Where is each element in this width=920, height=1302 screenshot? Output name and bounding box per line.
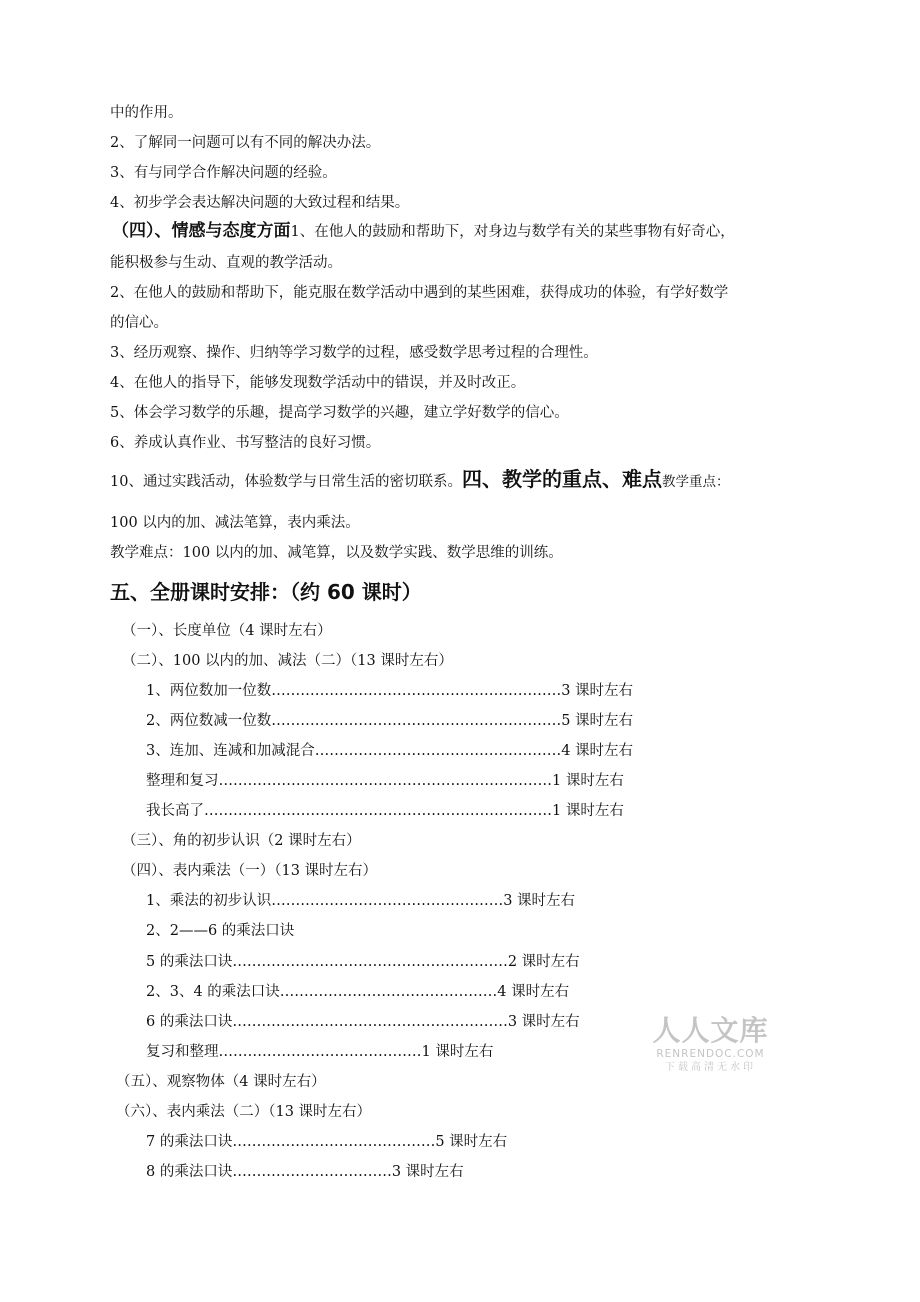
schedule-item: 1、两位数加一位数……………………………………………………3 课时左右 [146,683,634,699]
schedule-item: （六）、表内乘法（二）（13 课时左右） [116,1104,372,1120]
schedule-item: （四）、表内乘法（一）（13 课时左右） [122,863,378,879]
text-line: 2、在他人的鼓励和帮助下，能克服在数学活动中遇到的某些困难，获得成功的体验，有学好数学 [110,285,729,301]
text-line: 6、养成认真作业、书写整洁的良好习惯。 [110,435,381,451]
schedule-item: 5 的乘法口诀…………………………………………………2 课时左右 [146,954,580,970]
text-line: 中的作用。 [110,105,183,121]
text-line: 4、在他人的指导下，能够发现数学活动中的错误，并及时改正。 [110,375,526,391]
section-four-text: 1、在他人的鼓励和帮助下，对身边与数学有关的某些事物有好奇心， [290,224,735,240]
watermark [648,1015,773,1075]
schedule-item: 2、2——6 的乘法口诀 [146,923,295,939]
watermark-domain: RENRENDOC.COM [656,1048,765,1060]
text-line: 3、有与同学合作解决问题的经验。 [110,165,337,181]
key-points-heading: 四、教学的重点、难点 [461,467,662,491]
text-line: 的信心。 [110,315,168,331]
watermark-title: 人人文库 [652,1014,769,1047]
watermark-tagline: 下载高清无水印 [665,1062,756,1073]
text-line: 2、了解同一问题可以有不同的解决办法。 [110,135,381,151]
schedule-item: 7 的乘法口诀……………………………………5 课时左右 [146,1134,508,1150]
schedule-item: 3、连加、连减和加减混合……………………………………………4 课时左右 [146,743,634,759]
schedule-item: 2、3、4 的乘法口诀………………………………………4 课时左右 [146,984,570,1000]
schedule-item: （二）、100 以内的加、减法（二）（13 课时左右） [122,653,453,669]
text-line: 教学难点：100 以内的加、减笔算，以及数学实践、数学思维的训练。 [110,545,563,561]
text-line: 3、经历观察、操作、归纳等学习数学的过程，感受数学思考过程的合理性。 [110,345,598,361]
text-line: 能积极参与生动、直观的教学活动。 [110,255,342,271]
schedule-item: （一）、长度单位（4 课时左右） [122,623,332,639]
schedule-item: 整理和复习……………………………………………………………1 课时左右 [146,773,624,789]
text-line: 100 以内的加、减法笔算，表内乘法。 [110,515,360,531]
schedule-item: 6 的乘法口诀…………………………………………………3 课时左右 [146,1014,580,1030]
section-five-heading: 五、全册课时安排：（约 60 课时） [110,580,422,604]
schedule-item: 复习和整理……………………………………1 课时左右 [146,1044,494,1060]
schedule-item: 8 的乘法口诀……………………………3 课时左右 [146,1164,464,1180]
schedule-item: 2、两位数减一位数……………………………………………………5 课时左右 [146,713,634,729]
line-ten-text: 10、通过实践活动，体验数学与日常生活的密切联系。 [110,474,462,490]
text-line: 4、初步学会表达解决问题的大致过程和结果。 [110,195,410,211]
schedule-item: （五）、观察物体（4 课时左右） [116,1074,326,1090]
schedule-item: 我长高了………………………………………………………………1 课时左右 [146,803,624,819]
key-points-label: 教学重点： [661,474,730,490]
section-four-line [112,222,735,241]
section-four-heading: （四）、情感与态度方面 [112,221,291,241]
text-line: 5、体会学习数学的乐趣，提高学习数学的兴趣，建立学好数学的信心。 [110,405,569,421]
schedule-item: 1、乘法的初步认识…………………………………………3 课时左右 [146,893,576,909]
key-points-line [110,467,730,491]
schedule-item: （三）、角的初步认识（2 课时左右） [122,833,361,849]
